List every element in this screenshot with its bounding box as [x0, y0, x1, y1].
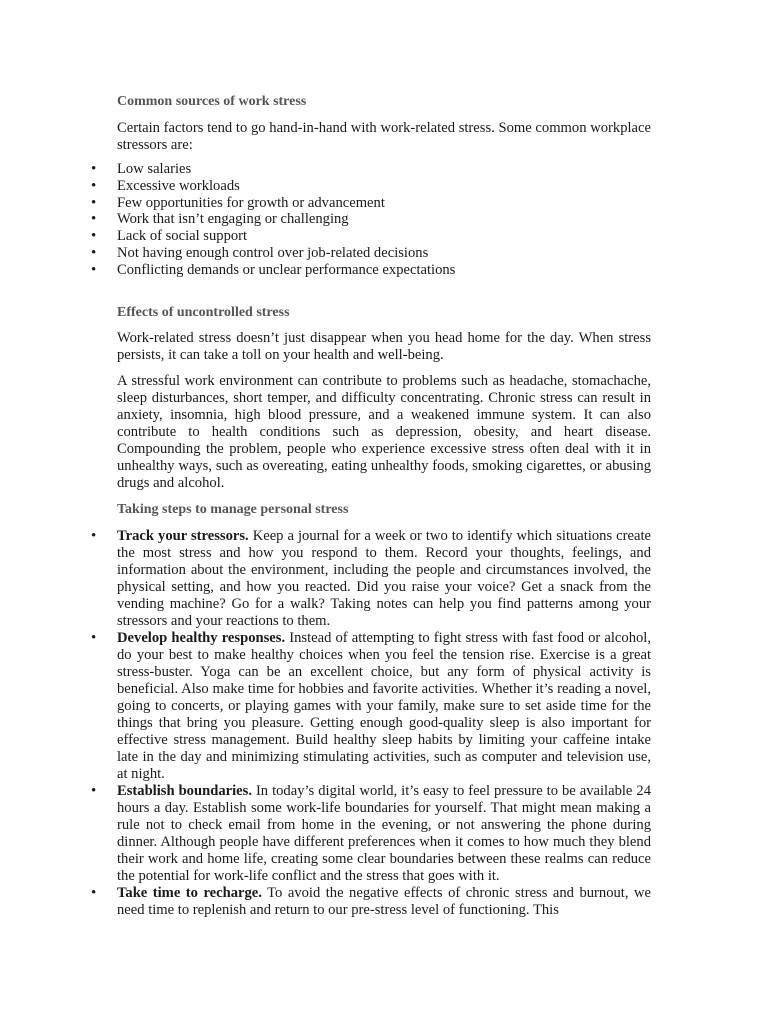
- list-item: • Excessive workloads: [117, 178, 651, 195]
- section-heading-work-stress-sources: Common sources of work stress: [117, 94, 307, 109]
- step-lead: Take time to recharge.: [117, 884, 262, 901]
- effects-paragraph-2: A stressful work environment can contribute to problems such as headache, stomachache, sleep disturbances, short temper, and difficulty concentrating. Chronic stress can result in anxiety, insomnia, high blood pressure, and a weakened immune system. It can also contribute to health conditions such as depression, obesity, and heart disease. Compounding the problem, people who experience excessive stress often deal with it in unhealthy ways, such as overeating, eating unhealthy foods, smoking cigarettes, or abusing drugs and alcohol.: [117, 372, 651, 491]
- list-item: • Low salaries: [117, 161, 651, 178]
- list-item: • Work that isn’t engaging or challenging: [117, 211, 651, 228]
- list-item: • Few opportunities for growth or advancement: [117, 195, 651, 212]
- stressor-list: [117, 161, 651, 279]
- step-lead: Establish boundaries.: [117, 782, 252, 799]
- intro-paragraph: Certain factors tend to go hand-in-hand with work-related stress. Some common workplace stressors are:: [117, 120, 651, 153]
- step-item: [117, 630, 651, 783]
- step-text: To avoid the negative effects of chronic stress and burnout, we need time to replenish and return to our pre-stress level of functioning. This: [117, 884, 651, 918]
- list-item: • Conflicting demands or unclear performance expectations: [117, 262, 651, 279]
- step-lead: Develop healthy responses.: [117, 629, 286, 646]
- step-text: In today’s digital world, it’s easy to feel pressure to be available 24 hours a day. Establish some work-life boundaries for yourself. That might mean making a rule not to check email from home in the evening, or not answering the phone during dinner. Although people have different preferences when it comes to how much they blend their work and home life, creating some clear boundaries between these realms can reduce the potential for work-life conflict and the stress that goes with it.: [117, 782, 651, 884]
- step-text: Instead of attempting to fight stress with fast food or alcohol, do your best to make healthy choices when you feel the tension rise. Exercise is a great stress-buster. Yoga can be an excellent choice, but any form of physical activity is beneficial. Also make time for hobbies and favorite activities. Whether it’s reading a novel, going to concerts, or playing games with your family, make sure to set aside time for the things that bring you pleasure. Getting enough good-quality sleep is also important for effective stress management. Build healthy sleep habits by limiting your caffeine intake late in the day and minimizing stimulating activities, such as computer and television use, at night.: [117, 629, 651, 782]
- list-item: • Lack of social support: [117, 228, 651, 245]
- step-lead: Track your stressors.: [117, 527, 249, 544]
- step-item: [117, 885, 651, 919]
- list-item: • Not having enough control over job-related decisions: [117, 245, 651, 262]
- effects-paragraph-1: Work-related stress doesn’t just disappear when you head home for the day. When stress persists, it can take a toll on your health and well-being.: [117, 329, 651, 363]
- document-content: [117, 93, 651, 919]
- section-heading-uncontrolled-stress: Effects of uncontrolled stress: [117, 304, 290, 320]
- step-text: Keep a journal for a week or two to identify which situations create the most stress and how you respond to them. Record your thoughts, feelings, and information about the environment, including the people and circumstances involved, the physical setting, and how you reacted. Did you raise your voice? Get a snack from the vending machine? Go for a walk? Taking notes can help you find patterns among your stressors and your reactions to them.: [117, 527, 651, 629]
- step-item: [117, 528, 651, 630]
- steps-list: [117, 528, 651, 919]
- section-heading-manage-stress: Taking steps to manage personal stress: [117, 501, 349, 517]
- step-item: [117, 783, 651, 885]
